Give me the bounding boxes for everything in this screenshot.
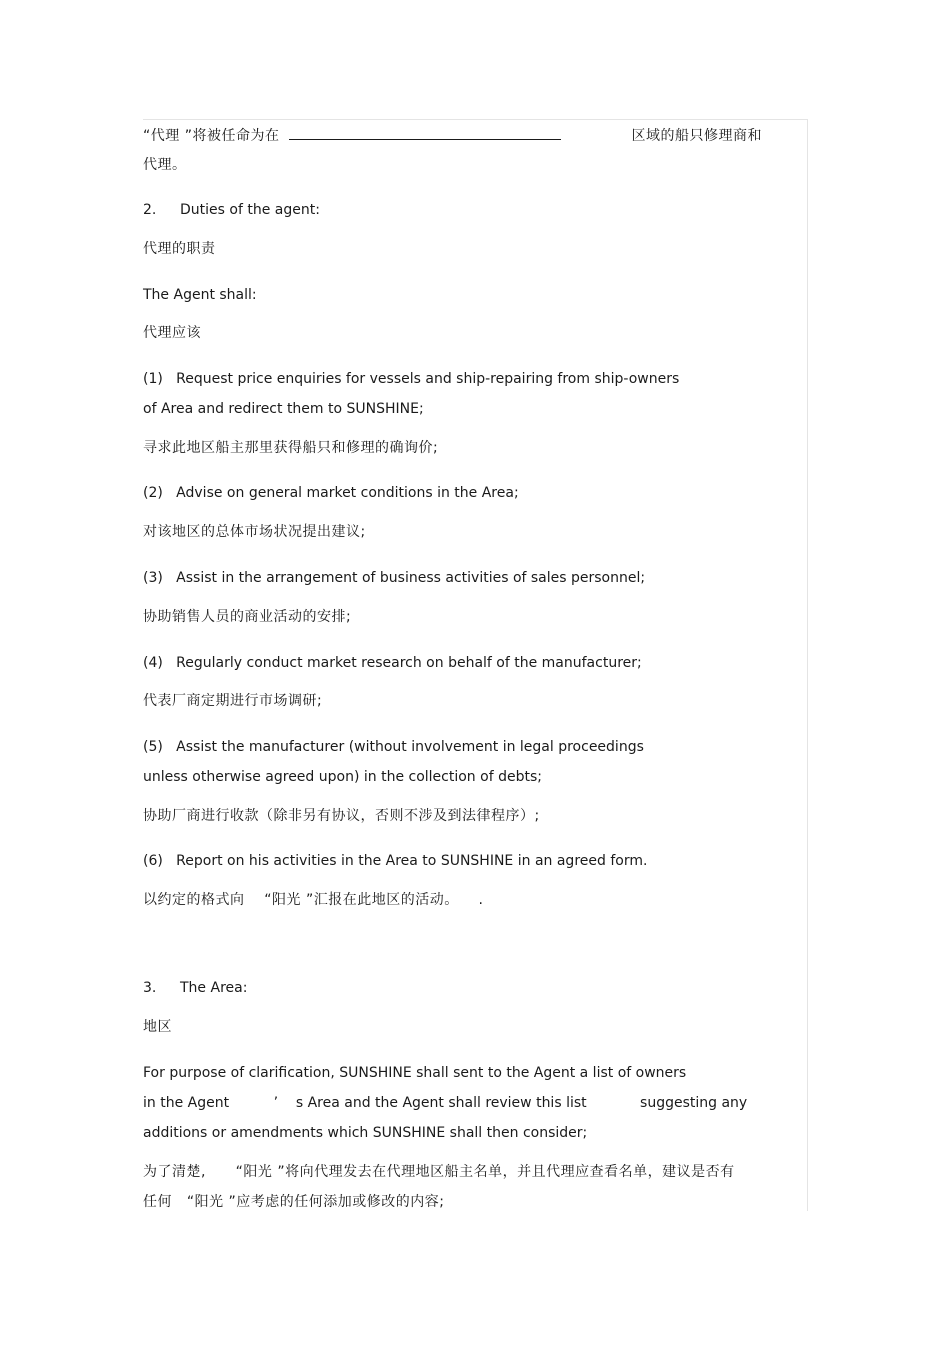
duty-item-5-en: (5) Assist the manufacturer (without involvement in legal proceedings (143, 739, 644, 755)
duty-item-3-cn: 协助销售人员的商业活动的安排; (143, 609, 352, 625)
duty-item-5-en-cont: unless otherwise agreed upon) in the collection of debts; (143, 769, 542, 785)
duty-item-1-en: (1) Request price enquiries for vessels and ship-repairing from ship-owners (143, 371, 680, 387)
area-paragraph-cn-line-1: 为了清楚, “阳光 ”将向代理发去在代理地区船主名单，并且代理应查看名单，建议是否有 (143, 1164, 735, 1180)
duty-item-4-cn: 代表厂商定期进行市场调研; (143, 693, 323, 709)
section-heading-area (143, 979, 247, 997)
area-paragraph-cn-line-2: 任何 “阳光 ”应考虑的任何添加或修改的内容; (143, 1194, 445, 1210)
section-title: The Area: (180, 980, 248, 996)
area-paragraph-line-3: additions or amendments which SUNSHINE shall then consider; (143, 1125, 588, 1141)
duty-item-2-cn: 对该地区的总体市场状况提出建议; (143, 524, 366, 540)
section-heading-duties (143, 201, 320, 219)
duty-item-6-cn: 以约定的格式向 “阳光 ”汇报在此地区的活动。 . (143, 892, 484, 908)
area-paragraph-line-2: in the Agent ’ s Area and the Agent shall review this list suggesting any (143, 1095, 748, 1111)
section-heading-duties-cn: 代理的职责 (143, 241, 216, 257)
page-border-right (807, 119, 808, 1211)
duty-item-1-en-cont: of Area and redirect them to SUNSHINE; (143, 401, 424, 417)
duty-item-5-cn: 协助厂商进行收款（除非另有协议，否则不涉及到法律程序）; (143, 808, 540, 824)
duty-item-4-en: (4) Regularly conduct market research on behalf of the manufacturer; (143, 655, 642, 671)
duty-item-3-en: (3) Assist in the arrangement of business activities of sales personnel; (143, 570, 646, 586)
section-heading-area-cn: 地区 (143, 1019, 172, 1035)
appointment-line-2: 代理。 (143, 157, 187, 173)
area-blank-field (289, 129, 561, 140)
appointment-line (143, 127, 762, 145)
duty-item-6-en: (6) Report on his activities in the Area to SUNSHINE in an agreed form. (143, 853, 648, 869)
duty-item-2-en: (2) Advise on general market conditions in the Area; (143, 485, 519, 501)
duty-item-1-cn: 寻求此地区船主那里获得船只和修理的确询价; (143, 440, 439, 456)
area-paragraph-line-1: For purpose of clarification, SUNSHINE shall sent to the Agent a list of owners (143, 1065, 687, 1081)
section-number: 3. (143, 980, 157, 996)
page-border-top (143, 119, 808, 120)
appointment-text-end: 区域的船只修理商和 (631, 128, 762, 144)
duties-intro-cn: 代理应该 (143, 325, 201, 341)
duties-intro: The Agent shall: (143, 287, 257, 303)
section-title: Duties of the agent: (180, 202, 320, 218)
section-number: 2. (143, 202, 157, 218)
appointment-text-start: “代理 ”将被任命为在 (143, 128, 280, 144)
